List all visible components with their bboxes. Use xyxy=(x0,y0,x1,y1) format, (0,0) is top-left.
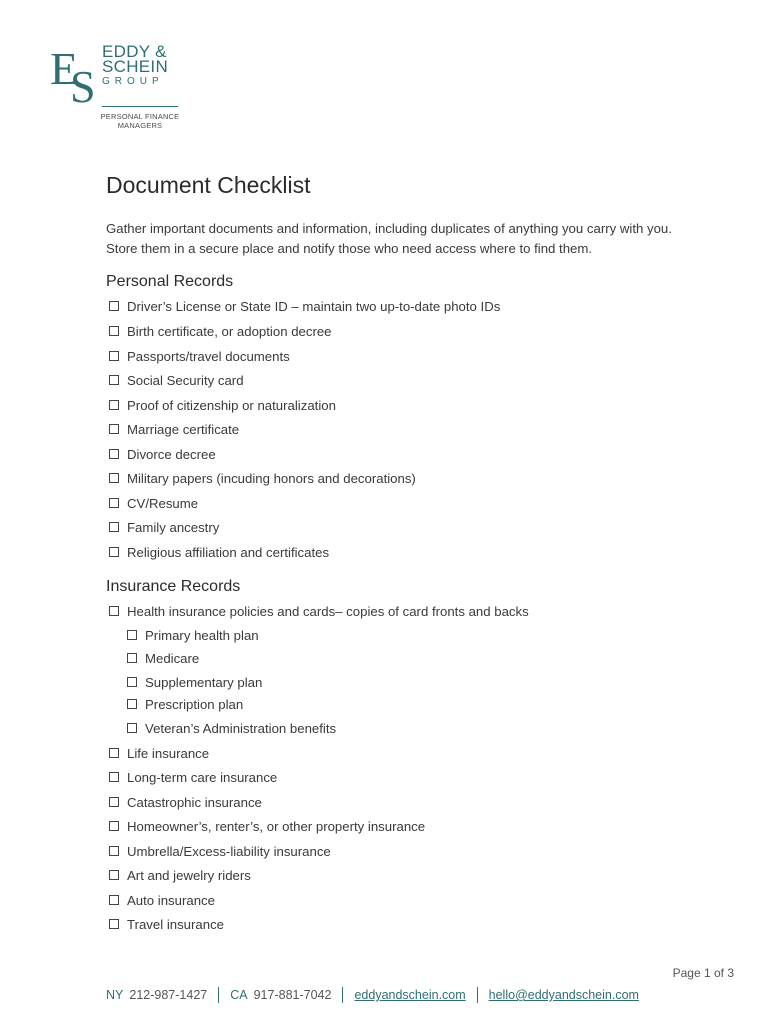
checklist-item-label: Long-term care insurance xyxy=(127,769,278,785)
checklist-item-label: Medicare xyxy=(145,650,200,666)
checkbox-icon[interactable] xyxy=(127,677,137,687)
section-heading-insurance-records: Insurance Records xyxy=(106,578,241,595)
checklist-item-label: Military papers (incuding honors and decorations) xyxy=(127,470,416,486)
checkbox-icon[interactable] xyxy=(127,723,137,733)
checklist-item[interactable] xyxy=(109,468,416,488)
checklist-item-label: Auto insurance xyxy=(127,892,215,908)
checklist-item-label: Divorce decree xyxy=(127,446,216,462)
checklist-item-label: Veteran’s Administration benefits xyxy=(145,720,337,736)
checklist-item[interactable] xyxy=(109,419,239,439)
checklist-item[interactable] xyxy=(109,601,529,621)
logo-line-3: GROUP xyxy=(102,76,164,87)
page-title: Document Checklist xyxy=(106,172,311,198)
checklist-item[interactable] xyxy=(109,321,332,341)
checklist-item[interactable] xyxy=(109,517,219,537)
es-monogram-icon xyxy=(50,42,102,108)
logo-tagline-1: PERSONAL FINANCE xyxy=(100,112,180,121)
checklist-item-label: Life insurance xyxy=(127,745,210,761)
page-number: Page 1 of 3 xyxy=(672,966,734,980)
checklist-item-label: Health insurance policies and cards– copies of card fronts and backs xyxy=(127,603,529,619)
checklist-subitem[interactable] xyxy=(127,625,259,645)
checklist-subitem[interactable] xyxy=(127,718,336,738)
checkbox-icon[interactable] xyxy=(109,606,119,616)
checklist-item[interactable] xyxy=(109,370,244,390)
checklist-item-label: Homeowner’s, renter’s, or other property insurance xyxy=(127,818,426,834)
checklist-subitem[interactable] xyxy=(127,672,262,692)
logo-wordmark xyxy=(102,44,168,89)
checklist-item[interactable] xyxy=(109,841,331,861)
checkbox-icon[interactable] xyxy=(109,547,119,557)
checklist-item-label: Primary health plan xyxy=(145,627,259,643)
email-link[interactable]: hello@eddyandschein.com xyxy=(488,988,639,1002)
checklist-item[interactable] xyxy=(109,542,329,562)
checklist-item[interactable] xyxy=(109,792,262,812)
svg-text:E: E xyxy=(50,43,79,94)
checkbox-icon[interactable] xyxy=(109,375,119,385)
website-link[interactable]: eddyandschein.com xyxy=(354,988,466,1002)
checklist-item-label: Social Security card xyxy=(127,372,244,388)
ny-label: NY xyxy=(106,988,124,1002)
checkbox-icon[interactable] xyxy=(109,473,119,483)
checkbox-icon[interactable] xyxy=(127,653,137,663)
checklist-item[interactable] xyxy=(109,914,224,934)
checklist-subitem[interactable] xyxy=(127,648,199,668)
checkbox-icon[interactable] xyxy=(109,748,119,758)
checkbox-icon[interactable] xyxy=(127,630,137,640)
contact-footer xyxy=(106,987,639,1003)
checkbox-icon[interactable] xyxy=(109,895,119,905)
checkbox-icon[interactable] xyxy=(109,400,119,410)
section-heading-personal-records: Personal Records xyxy=(106,273,234,290)
footer-divider xyxy=(477,987,478,1003)
checklist-subitem[interactable] xyxy=(127,694,243,714)
logo-divider xyxy=(102,106,178,107)
ca-phone: 917-881-7042 xyxy=(253,988,332,1002)
intro-paragraph: Gather important documents and information, including duplicates of anything you carry with you. Store them in a secure place and notify those who need access where to find them. xyxy=(106,221,672,256)
checkbox-icon[interactable] xyxy=(109,821,119,831)
checkbox-icon[interactable] xyxy=(109,846,119,856)
checkbox-icon[interactable] xyxy=(109,772,119,782)
logo-tagline xyxy=(90,112,190,130)
checklist-item[interactable] xyxy=(109,767,277,787)
checklist-item-label: CV/Resume xyxy=(127,495,199,511)
logo-line-1: EDDY & xyxy=(102,42,167,61)
checkbox-icon[interactable] xyxy=(109,522,119,532)
ny-phone: 212-987-1427 xyxy=(129,988,208,1002)
checkbox-icon[interactable] xyxy=(109,498,119,508)
ca-label: CA xyxy=(230,988,248,1002)
checkbox-icon[interactable] xyxy=(109,449,119,459)
checklist-item[interactable] xyxy=(109,395,336,415)
svg-text:S: S xyxy=(70,61,96,108)
checklist-item-label: Proof of citizenship or naturalization xyxy=(127,397,336,413)
checklist-item-label: Religious affiliation and certificates xyxy=(127,544,330,560)
checklist-item-label: Supplementary plan xyxy=(145,674,263,690)
checklist-item-label: Travel insurance xyxy=(127,916,224,932)
checkbox-icon[interactable] xyxy=(109,424,119,434)
checkbox-icon[interactable] xyxy=(109,919,119,929)
checklist-item-label: Art and jewelry riders xyxy=(127,867,251,883)
checklist-item[interactable] xyxy=(109,296,500,316)
checklist-item[interactable] xyxy=(109,890,215,910)
checklist-item[interactable] xyxy=(109,816,425,836)
checkbox-icon[interactable] xyxy=(109,870,119,880)
checklist-item-label: Marriage certificate xyxy=(127,421,240,437)
company-logo xyxy=(50,40,190,140)
footer-divider xyxy=(218,987,219,1003)
checklist-item[interactable] xyxy=(109,493,198,513)
checkbox-icon[interactable] xyxy=(109,351,119,361)
checklist-item-label: Umbrella/Excess-liability insurance xyxy=(127,843,331,859)
checklist-item[interactable] xyxy=(109,444,216,464)
checklist-item-label: Driver’s License or State ID – maintain two up-to-date photo IDs xyxy=(127,298,501,314)
logo-line-2: SCHEIN xyxy=(102,57,169,76)
checklist-item-label: Catastrophic insurance xyxy=(127,794,262,810)
checkbox-icon[interactable] xyxy=(127,699,137,709)
checklist-item[interactable] xyxy=(109,865,251,885)
checkbox-icon[interactable] xyxy=(109,797,119,807)
checkbox-icon[interactable] xyxy=(109,301,119,311)
checklist-item-label: Birth certificate, or adoption decree xyxy=(127,323,332,339)
checklist-item[interactable] xyxy=(109,346,290,366)
logo-tagline-2: MANAGERS xyxy=(117,121,163,130)
checklist-item-label: Passports/travel documents xyxy=(127,348,290,364)
checklist-item-label: Prescription plan xyxy=(145,696,244,712)
checklist-item-label: Family ancestry xyxy=(127,519,220,535)
checklist-item[interactable] xyxy=(109,743,209,763)
footer-divider xyxy=(342,987,343,1003)
checkbox-icon[interactable] xyxy=(109,326,119,336)
